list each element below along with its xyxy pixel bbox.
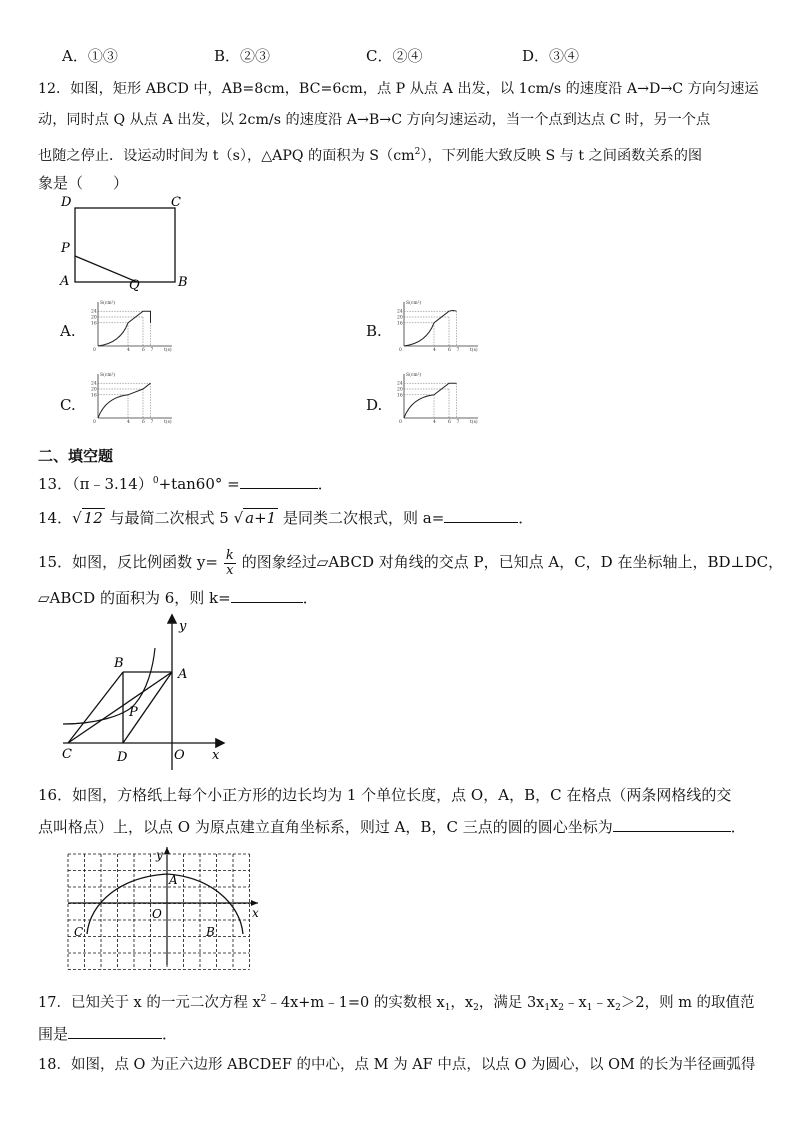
q12-line4: 象是（ ） [38,174,129,192]
graph-tick-6: 6 [448,420,451,425]
label-b: B [206,925,215,939]
graph-x-label: t(s) [164,348,172,353]
q12-graph-c[interactable] [86,370,176,430]
graph-x-label: t(s) [470,348,478,353]
q12-rectangle-figure [55,192,195,292]
q11-option-b[interactable]: B．②③ [214,47,271,65]
q16-line2: 点叫格点）上，以点 O 为原点建立直角坐标系，则过 A，B，C 三点的圆的圆心坐标为 ． [38,818,746,836]
label-d: D [61,195,72,210]
q15-figure [55,612,230,772]
q18-line1: 18．如图，点 O 为正六边形 ABCDEF 的中心，点 M 为 AF 中点，以点 O 为圆心，以 OM 的长为半径画弧得 [38,1057,756,1073]
label-q: Q [129,278,140,292]
graph-tick-24: 24 [397,309,403,315]
graph-tick-20: 20 [91,315,97,321]
graph-tick-4: 4 [127,420,130,425]
graph-curve [98,311,151,346]
q15-line1: 15．如图，反比例函数 y= $\frac{k}{x}$ 的图象经过▱ABCD 对角线的交点 P，已知点 A，C，D 在坐标轴上，BD⊥DC， [38,547,784,578]
q13-text: 13．（π﹣3.14）$^0$+tan60° = ． [38,475,333,493]
q12-option-a[interactable]: A. [60,322,76,340]
q14-answer-blank[interactable] [444,508,518,523]
label-y: y [179,619,187,634]
label-o: O [174,748,185,763]
graph-origin-label: 0 [93,348,96,353]
q12-graph-a[interactable] [86,298,176,358]
graph-tick-4: 4 [433,348,436,353]
q13-answer-blank[interactable] [240,474,318,489]
graph-origin-label: 0 [93,420,96,425]
label-a: A [60,274,70,289]
q12-option-d[interactable]: D. [366,396,383,414]
graph-tick-7: 7 [456,348,460,353]
graph-origin-label: 0 [399,348,402,353]
graph-y-label: S(cm²) [406,301,422,306]
diagonal-ca [68,672,172,743]
graph-tick-7: 7 [150,420,154,425]
graph-tick-7: 7 [150,348,154,353]
label-c: C [74,925,84,939]
graph-tick-6: 6 [142,348,145,353]
label-p: P [129,705,138,720]
graph-y-label: S(cm²) [406,373,422,378]
graph-tick-7: 7 [456,420,460,425]
label-x: x [252,906,259,920]
label-y: y [156,848,163,862]
graph-tick-6: 6 [142,420,145,425]
q15-answer-blank[interactable] [231,588,303,603]
q11-option-c[interactable]: C．②④ [366,47,423,65]
label-o: O [152,907,162,921]
graph-tick-24: 24 [91,309,97,315]
graph-curve [404,310,457,346]
q11-option-a[interactable]: A．①③ [62,47,118,65]
q15-line2: ▱ABCD 的面积为 6，则 k= ． [38,589,318,607]
graph-tick-24: 24 [397,381,403,387]
q16-grid-figure [60,843,265,973]
graph-tick-16: 16 [91,393,97,399]
q14-text: 14．√ 12 与最简二次根式 5 √ a+1 是同类二次根式，则 a= ． [38,509,534,527]
graph-tick-16: 16 [397,321,403,327]
graph-tick-4: 4 [433,420,436,425]
graph-y-label: S(cm²) [100,373,116,378]
q12-graph-b[interactable] [392,298,482,358]
graph-origin-label: 0 [399,420,402,425]
graph-tick-20: 20 [91,387,97,393]
q16-answer-blank[interactable] [613,817,731,832]
graph-tick-20: 20 [397,387,403,393]
graph-curve [404,383,457,418]
label-a: A [178,667,188,682]
hyperbola-curve [63,648,155,724]
section-title: 二、填空题 [38,447,114,465]
q17-line1: 17．已知关于 x 的一元二次方程 $x^2﹣4x+m﹣1=0$ 的实数根 $x_1$，$x_2$，满足 $3x_1x_2﹣x_1﹣x_2>2$，则 m 的取值范 [38,994,755,1013]
label-b: B [178,275,188,290]
graph-tick-24: 24 [91,381,97,387]
q12-option-c[interactable]: C. [60,396,76,414]
q12-line1: 12．如图，矩形 ABCD 中，AB=8cm，BC=6cm，点 P 从点 A 出发，以 1cm/s 的速度沿 A→D→C 方向匀速运 [38,81,759,97]
q12-option-b[interactable]: B. [366,322,382,340]
q16-line1: 16．如图，方格纸上每个小正方形的边长均为 1 个单位长度，点 O，A，B，C 在格点（两条网格线的交 [38,786,732,804]
label-x: x [212,748,220,763]
graph-x-label: t(s) [470,420,478,425]
circle-arc [87,874,243,934]
label-a: A [169,873,178,887]
label-d: D [117,750,128,765]
q17-line2: 围是 ． [38,1025,178,1043]
label-p: P [61,241,70,256]
graph-x-label: t(s) [164,420,172,425]
segment-pq [75,256,137,282]
fraction-k-over-x: $\frac{k}{x}$ [225,547,234,578]
graph-y-label: S(cm²) [100,301,116,306]
q12-graph-d[interactable] [392,370,482,430]
graph-tick-20: 20 [397,315,403,321]
graph-tick-16: 16 [91,321,97,327]
rectangle-abcd [75,208,175,282]
q11-option-d[interactable]: D．③④ [522,47,580,65]
graph-tick-4: 4 [127,348,130,353]
q12-line2: 动，同时点 Q 从点 A 出发，以 2cm/s 的速度沿 A→B→C 方向匀速运动，当一个点到达点 C 时，另一个点 [38,112,711,128]
q12-line3: 也随之停止．设运动时间为 t（s），△APQ 的面积为 $S(cm^2)$，下列能大致反映 S 与 t 之间函数关系的图 [38,147,703,164]
label-c: C [62,747,72,762]
graph-tick-6: 6 [448,348,451,353]
label-c: C [171,195,181,210]
graph-tick-16: 16 [397,393,403,399]
graph-curve [98,383,151,418]
segment-cb [68,672,123,743]
q17-answer-blank[interactable] [68,1024,162,1039]
label-b: B [114,656,124,671]
